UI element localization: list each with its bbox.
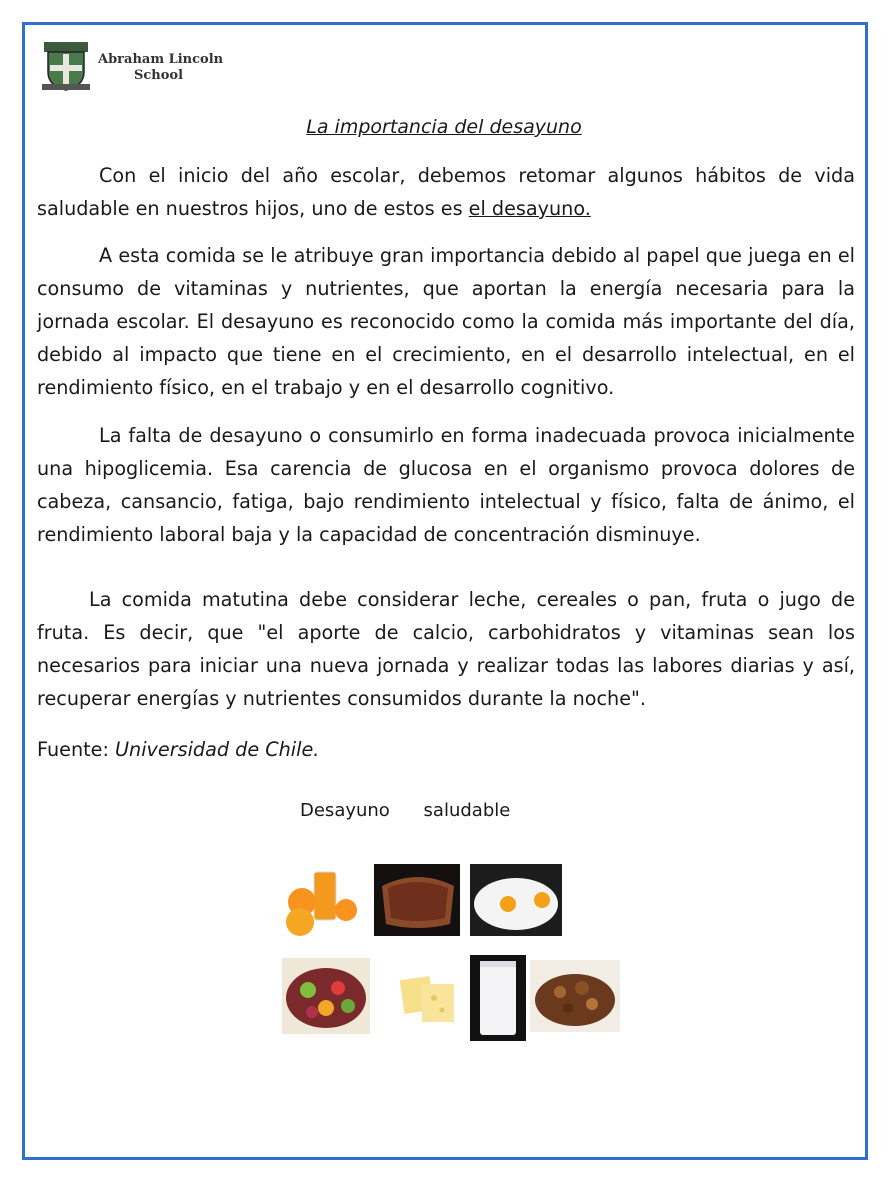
paragraph-4-text: La comida matutina debe considerar leche, cereales o pan, fruta o jugo de fruta. Es decir, que "el aporte de calcio, carbohidratos y vitaminas sean los necesarios para iniciar una nueva jornada y realizar todas las labores diarias y así, recuperar energías y nutrientes consumidos durante la noche". bbox=[37, 588, 855, 710]
school-crest-logo bbox=[40, 40, 92, 92]
school-name-line2: School bbox=[134, 68, 184, 83]
milk-glass-image bbox=[470, 955, 526, 1041]
image-caption: Desayuno saludable bbox=[300, 800, 511, 821]
fruit-salad-image bbox=[282, 958, 370, 1034]
school-name-line1: Abraham Lincoln bbox=[98, 52, 224, 67]
source-name: Universidad de Chile. bbox=[115, 738, 320, 761]
orange-juice-image bbox=[280, 862, 362, 938]
paragraph-1-underlined: el desayuno. bbox=[468, 197, 591, 220]
paragraph-2 bbox=[37, 239, 855, 404]
toast-image bbox=[374, 864, 460, 936]
paragraph-4 bbox=[37, 583, 855, 715]
fried-eggs-image bbox=[470, 864, 562, 936]
paragraph-1-text: Con el inicio del año escolar, debemos retomar algunos hábitos de vida saludable en nuestros hijos, uno de estos es bbox=[37, 164, 855, 220]
source-label: Fuente: bbox=[37, 738, 116, 761]
document-title: La importancia del desayuno bbox=[306, 116, 582, 138]
paragraph-1 bbox=[37, 159, 855, 225]
paragraph-3 bbox=[37, 419, 855, 551]
school-name bbox=[98, 52, 223, 84]
source-line bbox=[37, 733, 319, 766]
cereal-bowl-image bbox=[530, 960, 620, 1032]
paragraph-2-text: A esta comida se le atribuye gran importancia debido al papel que juega en el consumo de vitaminas y nutrientes, que aportan la energía necesaria para la jornada escolar. El desayuno es reconocido como la comida más importante del día, debido al impacto que tiene en el crecimiento, en el desarrollo intelectual, en el rendimiento físico, en el trabajo y en el desarrollo cognitivo. bbox=[37, 244, 855, 399]
paragraph-3-text: La falta de desayuno o consumirlo en forma inadecuada provoca inicialmente una hipoglicemia. Esa carencia de glucosa en el organismo provoca dolores de cabeza, cansancio, fatiga, bajo rendimiento intelectual y físico, falta de ánimo, el rendimiento laboral baja y la capacidad de concentración disminuye. bbox=[37, 424, 855, 546]
cheese-image bbox=[378, 958, 466, 1034]
